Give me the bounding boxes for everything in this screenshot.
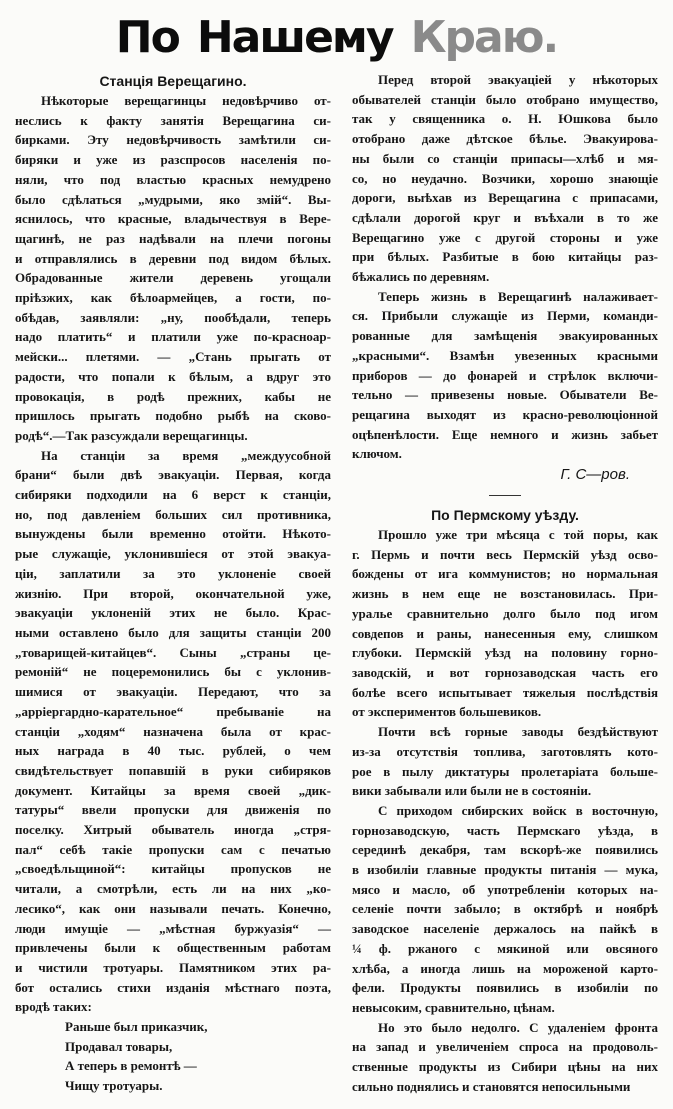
paragraph: [352, 525, 658, 722]
text-line: свидѣтельствует попавшій в руки сибиряков: [15, 762, 331, 778]
text-line: „красными“. Взамѣн увезенных красными: [352, 347, 658, 363]
text-line: пал“ себѣ такіе пропуски сам с печатью: [15, 841, 331, 857]
text-line: ными оставлено было для защиты станціи 200: [15, 624, 331, 640]
text-line: но, под давленіем больших сил противника,: [15, 506, 331, 522]
text-line: провокація, в родѣ прежних, кабы не: [15, 388, 331, 404]
text-line: совдепов и раны, нанесенныя ему, слишком: [352, 625, 658, 641]
article-body-continued: [352, 70, 658, 464]
separator-rule: [489, 495, 521, 496]
text-line: в изобиліи главные продукты питанія — мука,: [352, 862, 658, 878]
text-line: мясо и масло, об употребленіи которых на-: [352, 881, 658, 897]
poem-line: А теперь в ремонтѣ —: [65, 1058, 197, 1074]
title-word-3: Краю.: [410, 12, 558, 63]
text-line: обѣдав, заявляли: „ну, пообѣдали, теперь: [15, 309, 331, 325]
text-line: ны были со станціи припасы—хлѣб и мя-: [352, 150, 658, 166]
text-line: ціи, заплатили за это уклоненіе своей: [15, 565, 331, 581]
text-line: документ. Китайцы за время своей „дик-: [15, 782, 331, 798]
paragraph: [352, 801, 658, 1018]
text-line: читали, а смотрѣли, есть ли на них „ко-: [15, 881, 331, 897]
article-body-vereshchagino: [15, 91, 331, 1017]
text-line: татуры“ ввели пропуски для движенія по: [15, 802, 331, 818]
poem-line: Продавал товары,: [65, 1038, 173, 1054]
text-line: ных награда в 40 тыс. рублей, о чем: [15, 743, 331, 759]
text-line: сибиряки подходили на 6 верст к станціи,: [15, 487, 331, 503]
text-line: поселку. Хитрый обыватель иногда „стря-: [15, 822, 331, 838]
text-line: заводскій, и вот горнозаводская часть его: [352, 664, 658, 680]
text-line: лесико“, как они называли печать. Конечно,: [15, 900, 331, 916]
text-line: горнозаводскую, часть Пермскаго уѣзда, в: [352, 822, 658, 838]
article-heading-perm-uezd: По Пермскому уѣзду.: [431, 507, 579, 524]
text-line: шимися от эвакуаціи. Передают, что за: [15, 684, 331, 700]
text-line: „арріергардно-карательное“ пребываніе на: [15, 703, 331, 719]
text-line: няли, что под властью красных немудрено: [15, 171, 331, 187]
text-line: заводское населеніе держалось на пайкѣ в: [352, 921, 658, 937]
text-line: ремоній“ не поцеремонились бы с уклонив-: [15, 664, 331, 680]
title-word-1: По: [115, 12, 179, 63]
text-line: на запад и увеличеніем спроса на продоволь-: [352, 1039, 658, 1055]
text-line: рованные для замѣщенія эвакуированных: [352, 328, 658, 344]
text-line: щагинѣ, не раз надѣвали на плечи погоны: [15, 230, 331, 246]
text-line: глубоки. Пермскій уѣзд на половину горно-: [352, 645, 658, 661]
author-signature: Г. С—ров.: [560, 466, 630, 484]
right-column: [352, 70, 658, 1096]
text-line: бирками. Эту недовѣрчивость замѣтили си-: [15, 132, 331, 148]
text-line: Теперь жизнь в Верещагинѣ налаживает-: [378, 288, 658, 304]
text-line: Прошло уже три мѣсяца с той поры, как: [378, 527, 658, 543]
text-line: фели. Продукты появились в изобиліи по: [352, 980, 658, 996]
article-body-perm-uezd: [352, 525, 658, 1096]
text-line: жизнь в нем еще не возстановилась. При-: [352, 586, 658, 602]
text-line: рые служащіе, уклонившіеся от этой эвакуа-: [15, 546, 331, 562]
text-line: дороги, выѣхав из Верещагина с припасами,: [352, 190, 658, 206]
paragraph: [352, 1018, 658, 1097]
text-line: болѣе всего испытывает тяжелыя послѣдствія: [352, 684, 658, 700]
text-line: пріѣзжих, как бѣлоармейцев, а гости, по-: [15, 290, 331, 306]
poem-line: Раньше был приказчик,: [65, 1019, 208, 1035]
text-line: сдѣлали дорогой круг и въѣхали в то же: [352, 209, 658, 225]
text-line: г. Пермь и почти весь Пермскій уѣзд осво-: [352, 546, 658, 562]
text-line: вынуждены были временно отойти. Нѣкото-: [15, 526, 331, 542]
text-line: рещагина выходят из красно-революціонной: [352, 406, 658, 422]
text-line: ся. Прибыли служащіе из Перми, команди-: [352, 308, 658, 324]
text-line: так у священника о. Н. Юшкова было: [352, 111, 658, 127]
text-line: отобрано даже дѣтское бѣлье. Эвакуирова-: [352, 131, 658, 147]
poem: [15, 1017, 331, 1096]
text-line: бѣжались по деревням.: [352, 269, 490, 285]
text-line: С приходом сибирских войск в восточную,: [378, 802, 658, 818]
text-line: станціи „ходям“ назначена была от крас-: [15, 723, 331, 739]
text-line: мейски... плетями. — „Стань прыгать от: [15, 349, 331, 365]
text-line: ¼ ф. ржаного с мякиной или овсяного: [352, 940, 658, 956]
text-line: люди имущіе — „мѣстная буржуазія“ —: [15, 920, 331, 936]
text-line: серединѣ декабря, там вскорѣ-же появились: [352, 842, 658, 858]
text-line: из-за отсутствія топлива, заготовлять кото-: [352, 743, 658, 759]
text-line: бождены от ига коммунистов; но нормальная: [352, 566, 658, 582]
text-line: при бѣлых. Разбитые в бою китайцы раз-: [352, 249, 658, 265]
text-line: На станціи за время „междуусобной: [41, 447, 331, 463]
text-line: и отправлялись в деревни под видом бѣлых.: [15, 250, 331, 266]
text-line: Верещагино уже с другой стороны и уже: [352, 229, 658, 245]
text-line: биряки и уже из разспросов населенія по-: [15, 152, 331, 168]
text-line: и чистили тротуары. Памятником этих ра-: [15, 959, 331, 975]
paragraph: [352, 287, 658, 464]
text-line: брани“ были двѣ эвакуаціи. Первая, когда: [15, 467, 331, 483]
text-line: радости, что попали к бѣлым, а вдруг это: [15, 368, 331, 384]
text-line: сильно поднялись и становятся непосильными: [352, 1078, 631, 1094]
text-line: тельно — привезены новые. Обыватели Ве-: [352, 387, 658, 403]
left-column: [15, 71, 331, 1096]
paragraph: [352, 722, 658, 801]
text-line: вики забывали или были не в состояніи.: [352, 783, 592, 799]
text-line: яснилось, что красные, владычествуя в Вере-: [15, 211, 331, 227]
text-line: жизнію. При второй, окончательной уже,: [15, 585, 331, 601]
text-line: ственные продукты из Сибири цѣны на них: [352, 1059, 658, 1075]
text-line: вродѣ таких:: [15, 999, 92, 1015]
text-line: приборов — до фонарей и стрѣлок включи-: [352, 367, 658, 383]
text-line: бот остались стихи изданія мѣстнаго поэта,: [15, 979, 331, 995]
paragraph: [15, 91, 331, 446]
text-line: Почти всѣ горные заводы бездѣйствуют: [378, 724, 658, 740]
text-line: селеніе почти забыло; в октябрѣ и ноябрѣ: [352, 901, 658, 917]
text-line: уралье сравнительно долго было под игом: [352, 605, 658, 621]
text-line: рое в пылу диктатуры пролетаріата больше-: [352, 763, 658, 779]
text-line: было сдѣлаться „мудрыми, яко змій“. Вы-: [15, 191, 331, 207]
title-word-2: Нашему: [196, 12, 393, 63]
text-line: Обрадованные жители деревень угощали: [15, 270, 331, 286]
text-line: „товарищей-китайцев“. Сыны „страны це-: [15, 644, 331, 660]
newspaper-section-title: [0, 8, 673, 68]
poem-line: Чищу тротуары.: [65, 1078, 163, 1094]
text-line: со, но неудачно. Возчики, хорошо знающіе: [352, 170, 658, 186]
text-line: ключом.: [352, 446, 402, 462]
paragraph: [15, 446, 331, 1017]
text-line: Но это было недолго. С удаленіем фронта: [378, 1019, 658, 1035]
text-line: надо платить“ и платили уже по-красноар-: [15, 329, 331, 345]
paragraph: [352, 70, 658, 287]
text-line: неслись к факту занятія Верещагина си-: [15, 112, 331, 128]
article-heading-vereshchagino: Станція Верещагино.: [99, 73, 247, 89]
text-line: „своедѣльщиной“: китайцы пропусков не: [15, 861, 331, 877]
text-line: хлѣба, а иногда лишь на мороженой карто-: [352, 960, 658, 976]
text-line: родѣ“.—Так разсуждали верещагинцы.: [15, 427, 248, 443]
text-line: пришлось прыгать подобно рыбѣ на сково-: [15, 408, 331, 424]
text-line: эвакуаціи уклоненій этих не было. Крас-: [15, 605, 331, 621]
text-line: обывателей станціи было отобрано имущество,: [352, 91, 658, 107]
text-line: Перед второй эвакуаціей у нѣкоторых: [378, 72, 658, 87]
text-line: оцѣпенѣлости. Еще немного и жизнь забьет: [352, 426, 658, 442]
text-line: невысоким, сравнительно, цѣнам.: [352, 999, 555, 1015]
text-line: привлечены были к общественным работам: [15, 940, 331, 956]
text-line: Нѣкоторые верещагинцы недовѣрчиво от-: [41, 93, 331, 108]
text-line: от экспериментов большевиков.: [352, 704, 542, 720]
